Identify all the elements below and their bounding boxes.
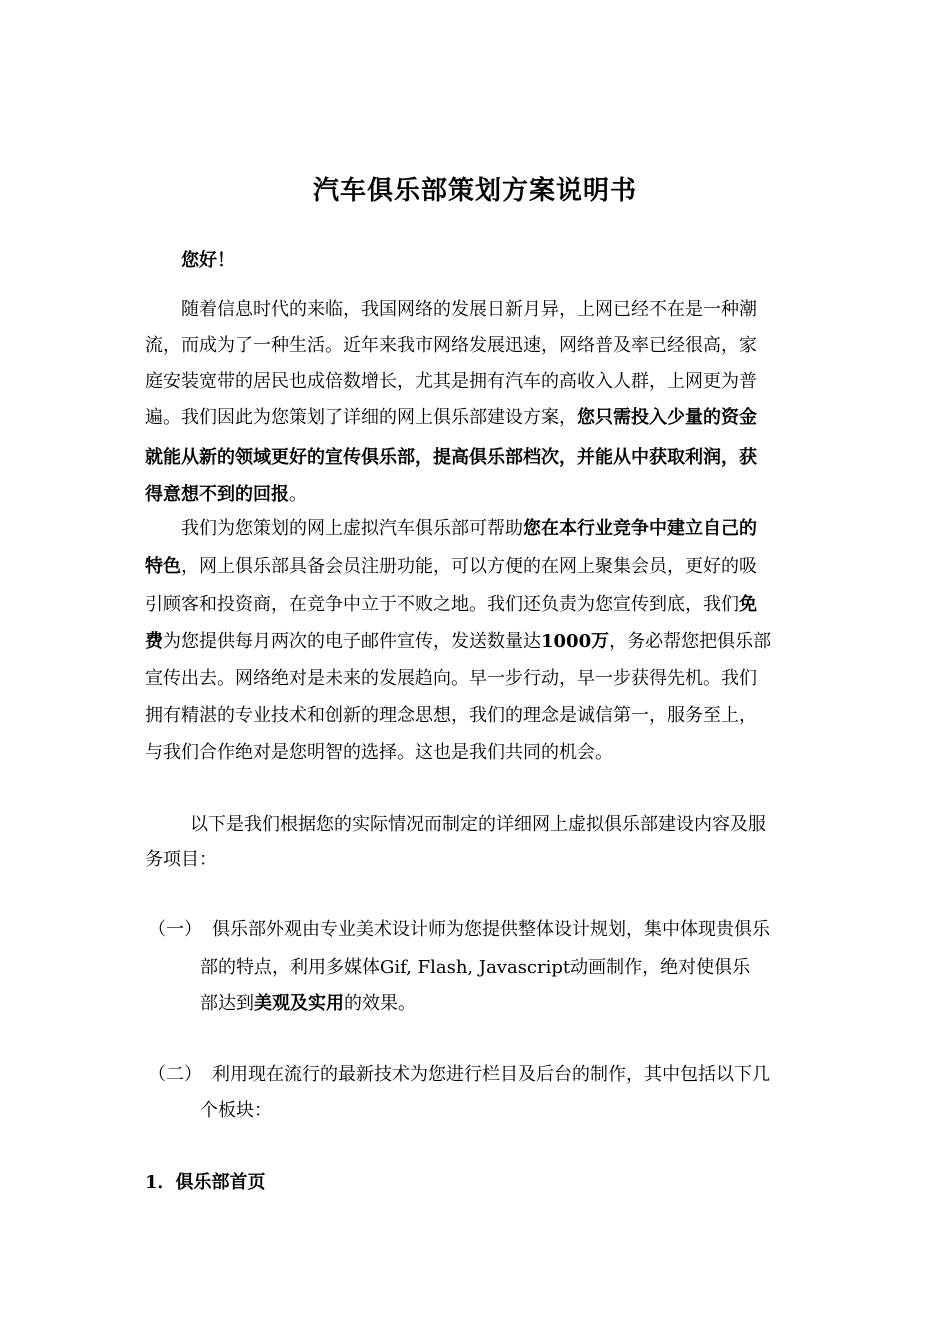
p2-l4-text-1: 为您提供每月两次的电子邮件宣传，发送数量达 (163, 631, 541, 652)
paragraph-1-line-4 (145, 406, 757, 430)
item-1-l3-text-2: 的效果。 (344, 993, 416, 1014)
p2-l3-text: 引顾客和投资商，在竞争中立于不败之地。我们还负责为您宣传到底，我们 (145, 594, 739, 615)
p2-l2-bold: 特色 (145, 556, 181, 577)
item-2-line-2: 个板块： (200, 1100, 272, 1121)
item-1-l3-text-1: 部达到 (200, 993, 254, 1014)
paragraph-2-line-7: 与我们合作绝对是您明智的选择。这也是我们共同的机会。 (145, 742, 613, 763)
paragraph-3-line-2: 务项目： (145, 849, 217, 870)
item-2-number: （二） (148, 1064, 202, 1085)
paragraph-2-line-2 (145, 555, 757, 579)
p1-l4-text: 遍。我们因此为您策划了详细的网上俱乐部建设方案， (145, 407, 577, 428)
item-1-line-1: 俱乐部外观由专业美术设计师为您提供整体设计规划，集中体现贵俱乐 (212, 919, 770, 940)
p2-l4-text-2: ，务必帮您把俱乐部 (609, 631, 772, 652)
paragraph-1-line-3: 庭安装宽带的居民也成倍数增长，尤其是拥有汽车的高收入人群，上网更为普 (145, 371, 757, 392)
item-1-line-3 (200, 992, 416, 1016)
paragraph-3-line-1: 以下是我们根据您的实际情况而制定的详细网上虚拟俱乐部建设内容及服 (190, 814, 766, 835)
section-heading-1: 1．俱乐部首页 (145, 1172, 266, 1193)
item-2-line-1: 利用现在流行的最新技术为您进行栏目及后台的制作，其中包括以下几 (212, 1064, 770, 1085)
paragraph-2-line-3 (145, 593, 757, 617)
p2-l4-bold-2: 1000万 (541, 631, 610, 652)
p1-l6-text: 。 (289, 484, 307, 505)
paragraph-2-line-6: 拥有精湛的专业技术和创新的理念思想，我们的理念是诚信第一，服务至上， (145, 705, 757, 726)
paragraph-2-line-1 (181, 517, 757, 541)
paragraph-1-line-5: 就能从新的领域更好的宣传俱乐部，提高俱乐部档次，并能从中获取利润，获 (145, 447, 757, 468)
paragraph-2-line-5: 宣传出去。网络绝对是未来的发展趋向。早一步行动，早一步获得先机。我们 (145, 668, 757, 689)
paragraph-1-line-2: 流，而成为了一种生活。近年来我市网络发展迅速，网络普及率已经很高，家 (145, 335, 757, 356)
paragraph-1-line-1: 随着信息时代的来临，我国网络的发展日新月异，上网已经不在是一种潮 (181, 299, 757, 320)
item-1-l3-bold: 美观及实用 (254, 993, 344, 1014)
p1-l6-bold: 得意想不到的回报 (145, 484, 289, 505)
p2-l1-bold: 您在本行业竞争中建立自己的 (523, 518, 757, 539)
p1-l4-bold: 您只需投入少量的资金 (577, 407, 757, 428)
paragraph-2-line-4 (145, 630, 771, 654)
document-title: 汽车俱乐部策划方案说明书 (312, 176, 637, 206)
item-1-number: （一） (148, 919, 202, 940)
p2-l3-bold: 免 (739, 594, 757, 615)
greeting: 您好！ (181, 250, 235, 271)
p2-l2-text: ，网上俱乐部具备会员注册功能，可以方便的在网上聚集会员，更好的吸 (181, 556, 757, 577)
p2-l1-text: 我们为您策划的网上虚拟汽车俱乐部可帮助 (181, 518, 523, 539)
item-1-line-2: 部的特点，利用多媒体Gif, Flash, Javascript动画制作，绝对使俱乐 (200, 957, 751, 978)
paragraph-1-line-6 (145, 483, 307, 507)
p2-l4-bold-1: 费 (145, 631, 163, 652)
